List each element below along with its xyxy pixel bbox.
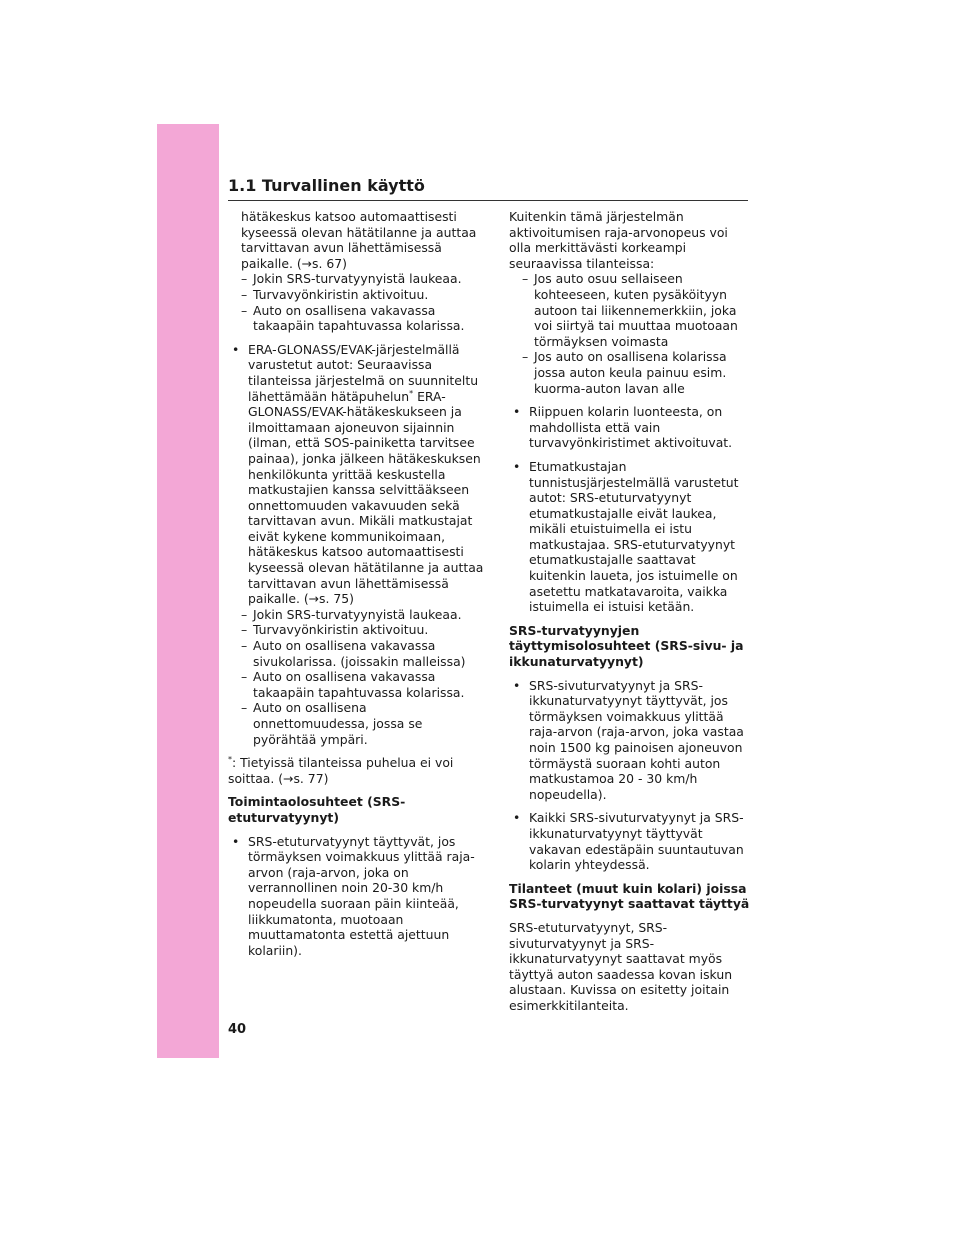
right-intro-dash-list bbox=[509, 271, 753, 396]
heading-side-curtain-conditions: SRS-turvatyynyjen täyttymisolosuhteet (SRS-sivu- ja ikkunaturvatyynyt) bbox=[509, 622, 744, 670]
dash-item: – Turvavyönkiristin aktivoituu. bbox=[241, 622, 429, 638]
dash-item: – Auto on osallisena vakavassa sivukolarissa. (joissakin malleissa) bbox=[241, 638, 466, 669]
dash-item: – Auto on osallisena vakavassa takaapäin tapahtuvassa kolarissa. bbox=[241, 302, 465, 334]
dash-item: – Jos auto osuu sellaiseen kohteeseen, kuten pysäköityyn autoon tai liikennemerkkiin, joka voi siirtyä tai muuttaa muotoaan törmäyksen voimasta bbox=[522, 271, 738, 349]
bullet-text: SRS-etuturvatyynyt täyttyvät, jos törmäyksen voimakkuus ylittää raja-arvon (raja-arvon, joka on verrannollinen noin 20-30 km/h nopeudella suoraan päin kiinteää, liikkumatonta, muotoaan muuttamatonta estettä ajettuun kolariin). bbox=[248, 833, 475, 958]
bullet-all-side-airbags: • Kaikki SRS-sivuturvatyynyt ja SRS-ikkunaturvatyynyt täyttyvät vakavan edestäpäin suuntautuvan kolarin yhteydessä. bbox=[513, 810, 744, 873]
left-bullet-dash-list bbox=[228, 607, 486, 747]
bullet-passenger-detection: • Etumatkustajan tunnistusjärjestelmällä varustetut autot: SRS-etuturvatyynyt etumatkustajalle eivät laukea, mikäli etuistuimella ei istu matkustajaa. SRS-etuturvatyynyt etumatkustajalle saattavat kuitenkin laueta, jos istuimelle on asetettu matkatavaroita, vaikka istuimella ei istuisi ketään. bbox=[513, 458, 739, 615]
right-intro-paragraph: Kuitenkin tämä järjestelmän aktivoitumisen raja-arvonopeus voi olla merkittävästi korkeampi seuraavissa tilanteissa: bbox=[509, 209, 728, 271]
dash-item: – Auto on osallisena onnettomuudessa, jossa se pyörähtää ympäri. bbox=[241, 700, 423, 747]
dash-item: – Auto on osallisena vakavassa takaapäin tapahtuvassa kolarissa. bbox=[241, 669, 465, 700]
bullet-text: ERA-GLONASS/EVAK-järjestelmällä varustetut autot: Seuraavissa tilanteissa järjestelmä on suunniteltu lähettämään hätäpuhelun bbox=[248, 341, 479, 404]
left-intro-dash-list bbox=[228, 271, 486, 333]
heading-non-collision-situations: Tilanteet (muut kuin kolari) joissa SRS-turvatyynyt saattavat täyttyä bbox=[509, 880, 750, 912]
closing-paragraph: SRS-etuturvatyynyt, SRS-sivuturvatyynyt ja SRS-ikkunaturvatyynyt saattavat myös täyttyä auton saadessa kovan iskun alustaan. Kuvissa on esitetty joitain esimerkkitilanteita. bbox=[509, 919, 733, 1013]
bullet-text-continued: ERA-GLONASS/EVAK-hätäkeskukseen ja ilmoittamaan ajoneuvon sijainnin (ilman, että SOS-painiketta tarvitsee painaa), jonka jälkeen hätäkeskuksen henkilökunta yrittää keskustella matkustajien kanssa selvittääkseen onnettomuuden vakavuuden sekä tarvittavan avun. Mikäli matkustajat eivät kykene kommunikoimaan, hätäkeskus katsoo automaattisesti kyseessä olevan hätätilanne ja auttaa tarvittavan avun lähettämisessä paikalle. (→s. 75) bbox=[248, 388, 484, 607]
dash-item: – Jokin SRS-turvatyynyistä laukeaa. bbox=[241, 606, 462, 622]
left-intro-paragraph: hätäkeskus katsoo automaattisesti kyseessä olevan hätätilanne ja auttaa tarvittavan avun lähettämisessä paikalle. (→s. 67) bbox=[241, 209, 477, 271]
bullet-front-airbags: • SRS-etuturvatyynyt täyttyvät, jos törmäyksen voimakkuus ylittää raja-arvon (raja-arvon, joka on verrannollinen noin 20-30 km/h nopeudella suoraan päin kiinteää, liikkumatonta, muotoaan muuttamatonta estettä ajettuun kolariin). bbox=[232, 833, 475, 958]
bullet-side-airbags: • SRS-sivuturvatyynyt ja SRS-ikkunaturvatyynyt täyttyvät, jos törmäyksen voimakkuus ylittää raja-arvon (raja-arvon, joka vastaa noin 1500 kg painoisen ajoneuvon törmäystä suoraan kohti auton matkustamoa 20 - 30 km/h nopeudella). bbox=[513, 677, 744, 802]
left-column bbox=[228, 209, 486, 966]
section-header: 1.1 Turvallinen käyttö bbox=[228, 176, 748, 201]
heading-operating-conditions: Toimintaolosuhteet (SRS-etuturvatyynyt) bbox=[228, 794, 406, 825]
bullet-era-glonass: • ERA-GLONASS/EVAK-järjestelmällä varustetut autot: Seuraavissa tilanteissa järjestelmä on suunniteltu lähettämään hätäpuhelun* ERA-GLONASS/EVAK-hätäkeskukseen ja ilmoittamaan ajoneuvon sijainnin (ilman, että SOS-painiketta tarvitsee painaa), jonka jälkeen hätäkeskuksen henkilökunta yrittää keskustella matkustajien kanssa selvittääkseen onnettomuuden vakavuuden sekä tarvittavan avun. Mikäli matkustajat eivät kykene kommunikoimaan, hätäkeskus katsoo automaattisesti kyseessä olevan hätätilanne ja auttaa tarvittavan avun lähettämisessä paikalle. (→s. 75) bbox=[232, 341, 484, 607]
chapter-side-tab bbox=[157, 124, 219, 1058]
dash-item: – Jos auto on osallisena kolarissa jossa auton keula painuu esim. kuorma-auton lavan alle bbox=[522, 349, 727, 396]
right-column bbox=[509, 209, 753, 1022]
footnote: *: Tietyissä tilanteissa puhelua ei voi soittaa. (→s. 77) bbox=[228, 755, 454, 786]
dash-item: – Turvavyönkiristin aktivoituu. bbox=[241, 286, 429, 302]
page-number: 40 bbox=[228, 1022, 247, 1037]
dash-item: – Jokin SRS-turvatyynyistä laukeaa. bbox=[241, 271, 462, 287]
bullet-collision-nature: • Riippuen kolarin luonteesta, on mahdollista että vain turvavyönkiristimet aktivoituvat. bbox=[513, 404, 733, 451]
footnote-star: * bbox=[409, 388, 414, 398]
